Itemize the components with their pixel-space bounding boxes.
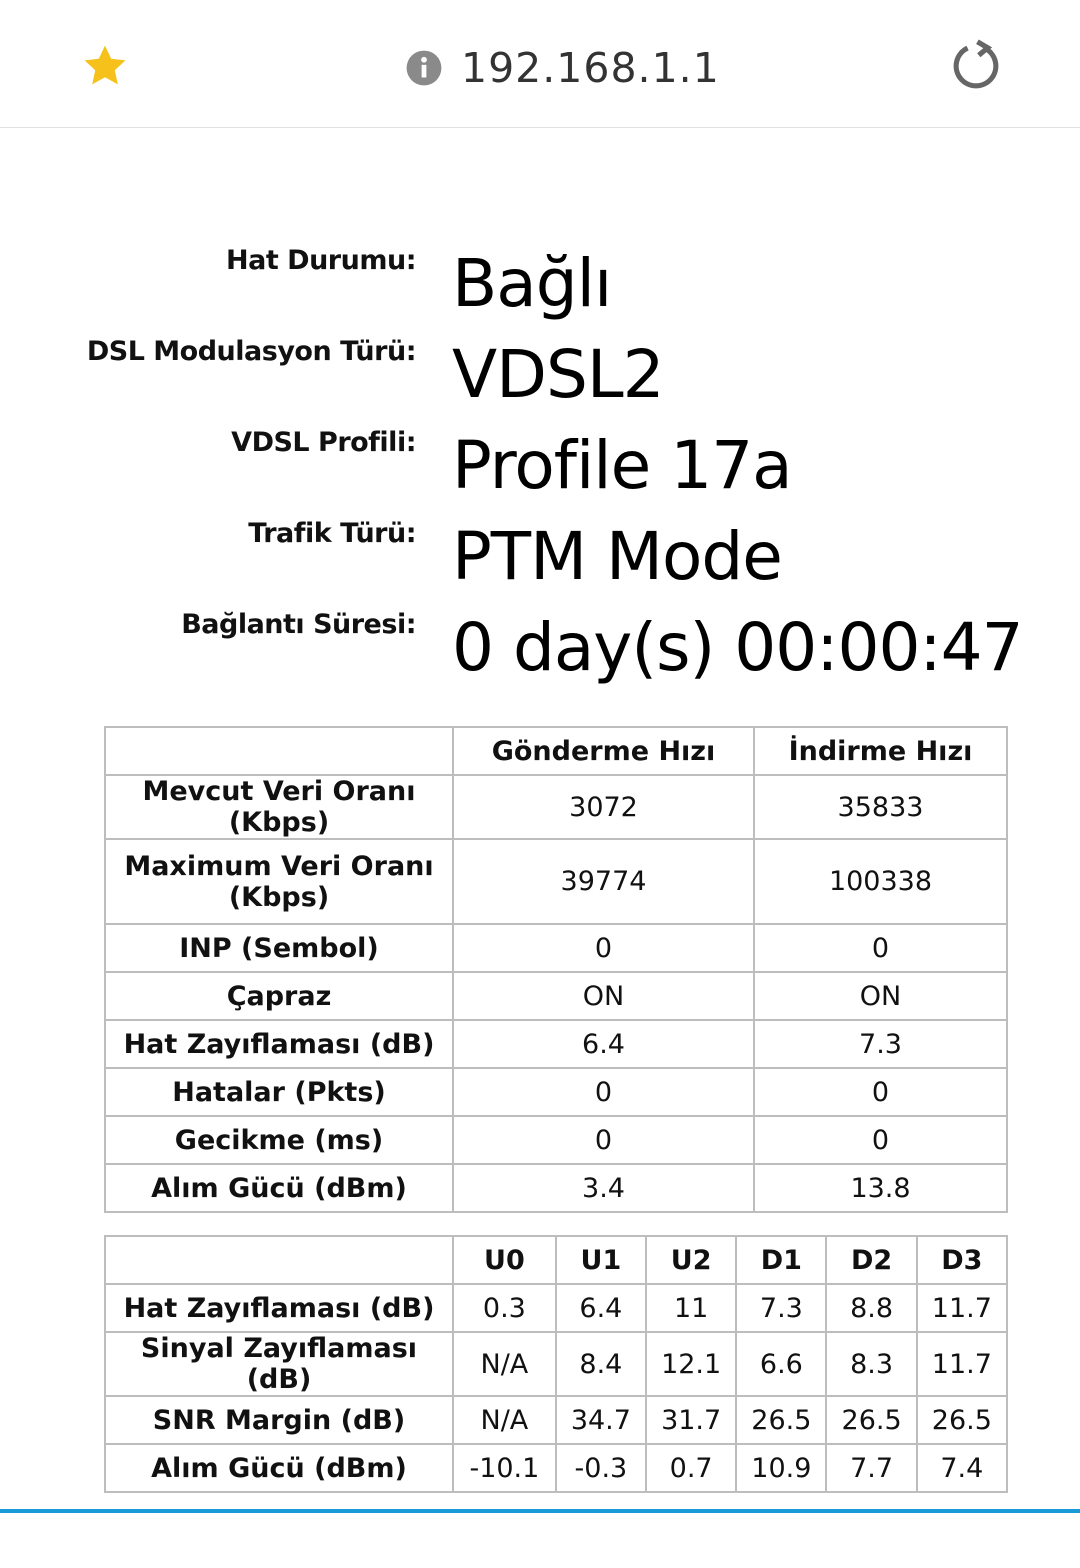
column-header: D1 [736, 1236, 826, 1284]
download-value: 7.3 [754, 1020, 1007, 1068]
band-table [104, 1235, 1008, 1493]
band-value: 8.3 [826, 1332, 916, 1396]
band-value: 7.3 [736, 1284, 826, 1332]
table-row [105, 972, 1007, 1020]
table-row [105, 839, 1007, 924]
table-row [105, 775, 1007, 839]
column-header: İndirme Hızı [754, 727, 1007, 775]
status-row-traffic [0, 513, 1080, 604]
status-row-profile [0, 422, 1080, 513]
status-row-line-state [0, 240, 1080, 331]
band-value: N/A [453, 1396, 556, 1444]
row-label: INP (Sembol) [105, 924, 453, 972]
browser-toolbar [0, 0, 1080, 128]
band-value: 11 [646, 1284, 736, 1332]
band-value: 6.4 [556, 1284, 646, 1332]
download-value: 13.8 [754, 1164, 1007, 1212]
upload-value: 0 [453, 1116, 754, 1164]
band-value: -10.1 [453, 1444, 556, 1492]
band-value: 10.9 [736, 1444, 826, 1492]
bottom-accent-bar [0, 1509, 1080, 1513]
row-label: Alım Gücü (dBm) [105, 1164, 453, 1212]
band-value: 8.4 [556, 1332, 646, 1396]
band-value: 8.8 [826, 1284, 916, 1332]
table-row [105, 1020, 1007, 1068]
column-header: D2 [826, 1236, 916, 1284]
download-value: 0 [754, 1116, 1007, 1164]
row-label: Hat Zayıflaması (dB) [105, 1020, 453, 1068]
band-header-row [105, 1236, 1007, 1284]
band-value: 7.7 [826, 1444, 916, 1492]
status-value: VDSL2 [452, 336, 664, 413]
rates-table [104, 726, 1008, 1213]
download-value: ON [754, 972, 1007, 1020]
row-label: Gecikme (ms) [105, 1116, 453, 1164]
upload-value: 3.4 [453, 1164, 754, 1212]
status-value: Profile 17a [452, 427, 792, 504]
band-value: 0.3 [453, 1284, 556, 1332]
table-row [105, 1284, 1007, 1332]
row-label: Hatalar (Pkts) [105, 1068, 453, 1116]
row-label: Alım Gücü (dBm) [105, 1444, 453, 1492]
upload-value: 6.4 [453, 1020, 754, 1068]
download-value: 0 [754, 1068, 1007, 1116]
band-value: 26.5 [917, 1396, 1007, 1444]
status-label: Hat Durumu: [226, 245, 416, 276]
info-icon[interactable] [405, 49, 443, 87]
url-text[interactable]: 192.168.1.1 [461, 44, 720, 92]
line-status-section [0, 240, 1080, 695]
row-label: Maximum Veri Oranı (Kbps) [105, 839, 453, 924]
status-label: Bağlantı Süresi: [181, 609, 416, 640]
row-label: Sinyal Zayıflaması (dB) [105, 1332, 453, 1396]
column-header: Gönderme Hızı [453, 727, 754, 775]
table-row [105, 1116, 1007, 1164]
band-value: 11.7 [917, 1332, 1007, 1396]
band-value: -0.3 [556, 1444, 646, 1492]
row-label: Çapraz [105, 972, 453, 1020]
status-value: Bağlı [452, 245, 612, 322]
row-label: Hat Zayıflaması (dB) [105, 1284, 453, 1332]
address-bar[interactable] [405, 38, 720, 98]
band-value: 26.5 [736, 1396, 826, 1444]
band-value: 12.1 [646, 1332, 736, 1396]
status-row-uptime [0, 604, 1080, 695]
row-label: Mevcut Veri Oranı (Kbps) [105, 775, 453, 839]
table-row [105, 1332, 1007, 1396]
band-value: 11.7 [917, 1284, 1007, 1332]
band-value: N/A [453, 1332, 556, 1396]
status-value: PTM Mode [452, 518, 782, 595]
column-header: U1 [556, 1236, 646, 1284]
download-value: 100338 [754, 839, 1007, 924]
status-label: VDSL Profili: [231, 427, 416, 458]
status-label: Trafik Türü: [248, 518, 416, 549]
table-row [105, 1396, 1007, 1444]
band-value: 26.5 [826, 1396, 916, 1444]
star-icon[interactable] [80, 42, 130, 90]
table-row [105, 924, 1007, 972]
upload-value: 0 [453, 924, 754, 972]
column-header [105, 1236, 453, 1284]
rates-header-row [105, 727, 1007, 775]
column-header: U2 [646, 1236, 736, 1284]
band-value: 6.6 [736, 1332, 826, 1396]
table-row [105, 1068, 1007, 1116]
table-row [105, 1164, 1007, 1212]
band-value: 0.7 [646, 1444, 736, 1492]
column-header: D3 [917, 1236, 1007, 1284]
upload-value: ON [453, 972, 754, 1020]
download-value: 0 [754, 924, 1007, 972]
status-label: DSL Modulasyon Türü: [86, 336, 416, 367]
band-value: 7.4 [917, 1444, 1007, 1492]
upload-value: 3072 [453, 775, 754, 839]
status-row-modulation [0, 331, 1080, 422]
status-value: 0 day(s) 00:00:47 [452, 609, 1023, 686]
table-row [105, 1444, 1007, 1492]
download-value: 35833 [754, 775, 1007, 839]
column-header [105, 727, 453, 775]
row-label: SNR Margin (dB) [105, 1396, 453, 1444]
upload-value: 0 [453, 1068, 754, 1116]
band-value: 31.7 [646, 1396, 736, 1444]
column-header: U0 [453, 1236, 556, 1284]
upload-value: 39774 [453, 839, 754, 924]
band-value: 34.7 [556, 1396, 646, 1444]
reload-icon[interactable] [948, 38, 1004, 94]
